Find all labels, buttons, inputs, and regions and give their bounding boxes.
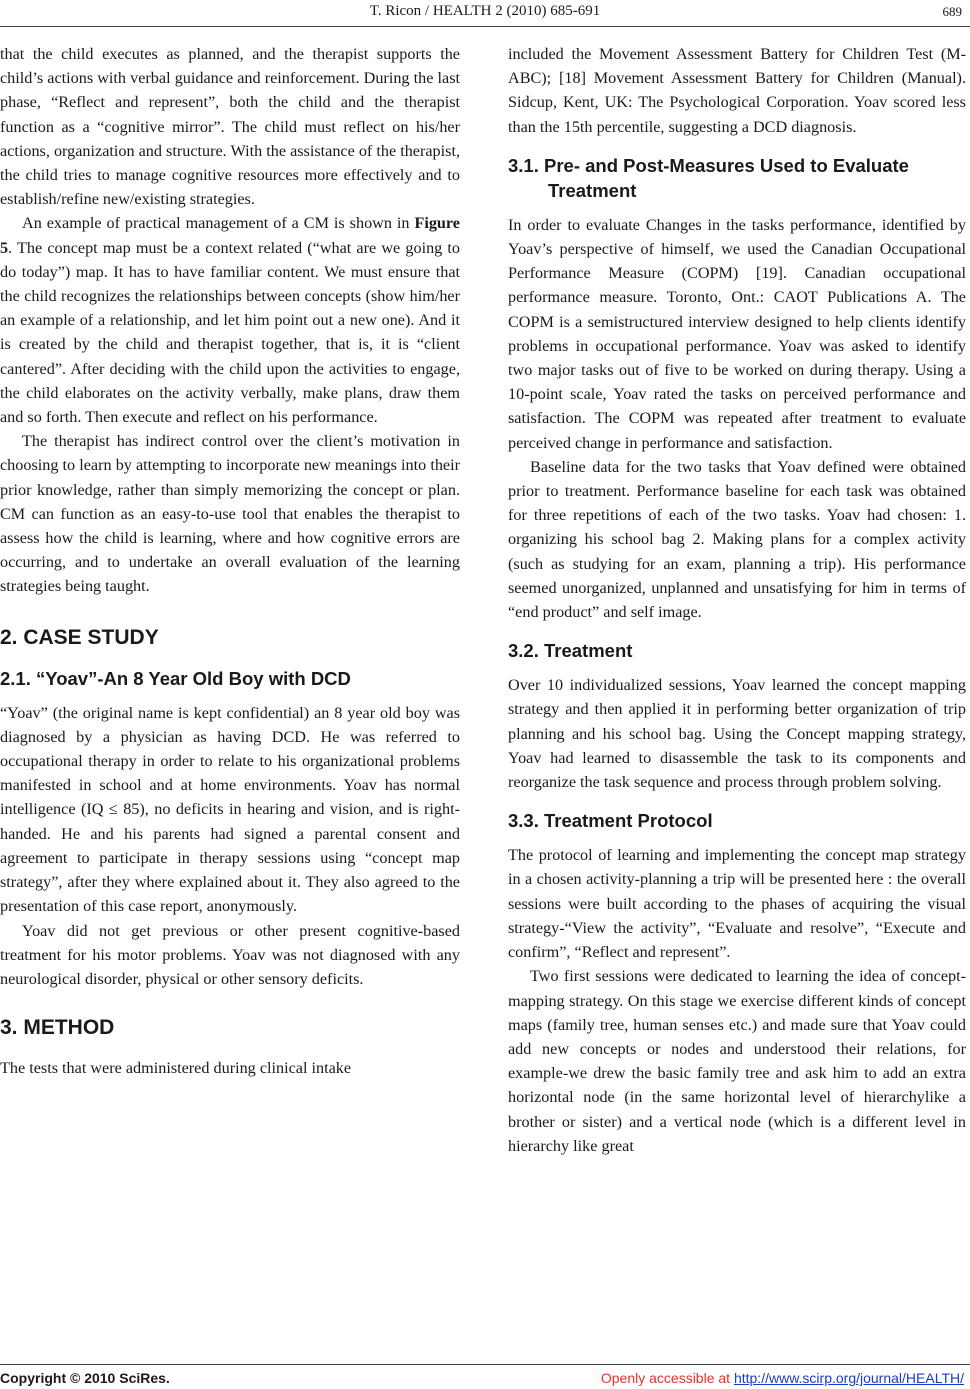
right-column [508, 42, 966, 1158]
header-divider [0, 26, 970, 27]
subsection-heading-treatment: 3.2. Treatment [508, 640, 633, 662]
paragraph-text: An example of practical management of a CM is shown in [22, 214, 415, 233]
paragraph: Two first sessions were dedicated to learning the idea of concept-mapping strategy. On this stage we exercise different kinds of concept maps (family tree, human senses etc.) and made sure that Yoav could add new concepts or nodes and understood their relations, for example-we drew the basic family tree and ask him to add an extra horizontal node (in the same horizontal level of hierarchylike a brother or sister) and a vertical node (which is a different level in hierarchy like great [508, 967, 966, 1155]
subsection-heading-protocol: 3.3. Treatment Protocol [508, 810, 713, 832]
paragraph: Over 10 individualized sessions, Yoav learned the concept mapping strategy and then applied it in performing better organization of trip planning and his school bag. Using the Concept mapping strategy, Yoav had learned to disassemble the task to its components and reorganize the task sequence and process through problem solving. [508, 676, 966, 792]
paragraph: The protocol of learning and implementing the concept map strategy in a chosen activity-planning a trip will be presented here : the overall sessions were built according to the phases of acquiring the visual strategy-“View the activity”, “Evaluate and resolve”, “Execute and confirm”, “Reflect and represent”. [508, 846, 966, 962]
journal-link[interactable]: http://www.scirp.org/journal/HEALTH/ [733, 1370, 964, 1386]
paragraph: In order to evaluate Changes in the tasks performance, identified by Yoav’s perspective of himself, we used the Canadian Occupational Performance Measure (COPM) [19]. Canadian occupational performance measure. Toronto, Ont.: CAOT Publications A. The COPM is a semistructured interview designed to help clients identify problems in occupational performance. Yoav was asked to identify two major tasks out of five to be worked on during therapy. Using a 10-point scale, Yoav rated the tasks on perceived performance and satisfaction. The COPM was repeated after treatment to evaluate perceived change in performance and satisfaction. [508, 215, 966, 452]
subsection-heading-measures: 3.1. Pre- and Post-Measures Used to Evaluate Treatment [508, 154, 909, 201]
subsection-heading-yoav: 2.1. “Yoav”-An 8 Year Old Boy with DCD [0, 667, 351, 689]
paragraph: Yoav did not get previous or other present cognitive-based treatment for his motor problems. Yoav was not diagnosed with any neurological disorder, physical or other sensory deficits. [0, 921, 460, 988]
paragraph: Baseline data for the two tasks that Yoav defined were obtained prior to treatment. Performance baseline for each task was obtained for three repetitions of each of the two tasks. Yoav had chosen: 1. organizing his school bag 2. Making plans for a complex activity (such as studying for an exam, planning a trip). His performance seemed unorganized, unplanned and unsatisfying for him in terms of “end product” and self image. [508, 457, 966, 622]
page-footer [0, 1370, 970, 1389]
paragraph [0, 211, 460, 429]
paragraph: that the child executes as planned, and the therapist supports the child’s actions with verbal guidance and reinforcement. During the last phase, “Reflect and represent”, both the child and the therapist function as a “cognitive mirror”. The child must reflect on his/her actions, organization and structure. With the assistance of the therapist, the child tries to manage cognitive resources more effectively and to establish/refine new/existing strategies. [0, 45, 460, 209]
running-title: T. Ricon / HEALTH 2 (2010) 685-691 [369, 3, 601, 19]
copyright-notice: Copyright © 2010 SciRes. [0, 1370, 170, 1386]
section-heading-case-study: 2. CASE STUDY [0, 625, 159, 649]
page-number: 689 [942, 4, 962, 19]
paragraph: included the Movement Assessment Battery for Children Test (M-ABC); [18] Movement Assessment Battery for Children (Manual). Sidcup, Kent, UK: The Psychological Corporation. Yoav scored less than the 15th percentile, suggesting a DCD diagnosis. [508, 45, 966, 136]
footer-divider [0, 1364, 970, 1365]
left-column [0, 42, 460, 1080]
page-header [0, 0, 970, 26]
paragraph: The therapist has indirect control over the client’s motivation in choosing to learn by attempting to incorporate new meanings into their prior knowledge, rather than simply memorizing the concept or plan. CM can function as an easy-to-use tool that enables the therapist to assess how the child is learning, where and how cognitive errors are occurring, and to undertake an overall evaluation of the learning strategies being taught. [0, 432, 460, 596]
paragraph-text: . The concept map must be a context related (“what are we going to do today”) map. It has to have familiar content. We must ensure that the child recognizes the relationships between concepts (show him/her an example of a relationship, and let him point out a new one). And it is created by the child and therapist together, that is, it is “client cantered”. After deciding with the child upon the activities to engage, the child elaborates on the activity verbally, make plans, draw them and so forth. Then execute and reflect on his performance. [0, 238, 460, 427]
section-heading-method: 3. METHOD [0, 1016, 115, 1040]
paragraph: The tests that were administered during clinical intake [0, 1059, 352, 1078]
figure-reference: Figure 5 [0, 214, 460, 257]
paragraph: “Yoav” (the original name is kept confidential) an 8 year old boy was diagnosed by a physician as having DCD. He was referred to occupational therapy in order to relate to his organizational problems manifested in school and at home environments. Yoav has normal intelligence (IQ ≤ 85), no deficits in hearing and vision, and is right-handed. He and his parents had signed a parental consent and agreement to participate in therapy sessions using “concept map strategy”, after they where explained about it. They also agreed to the presentation of this case report, anonymously. [0, 703, 460, 916]
open-access-notice [601, 1370, 964, 1386]
open-access-text: Openly accessible at [600, 1370, 734, 1386]
